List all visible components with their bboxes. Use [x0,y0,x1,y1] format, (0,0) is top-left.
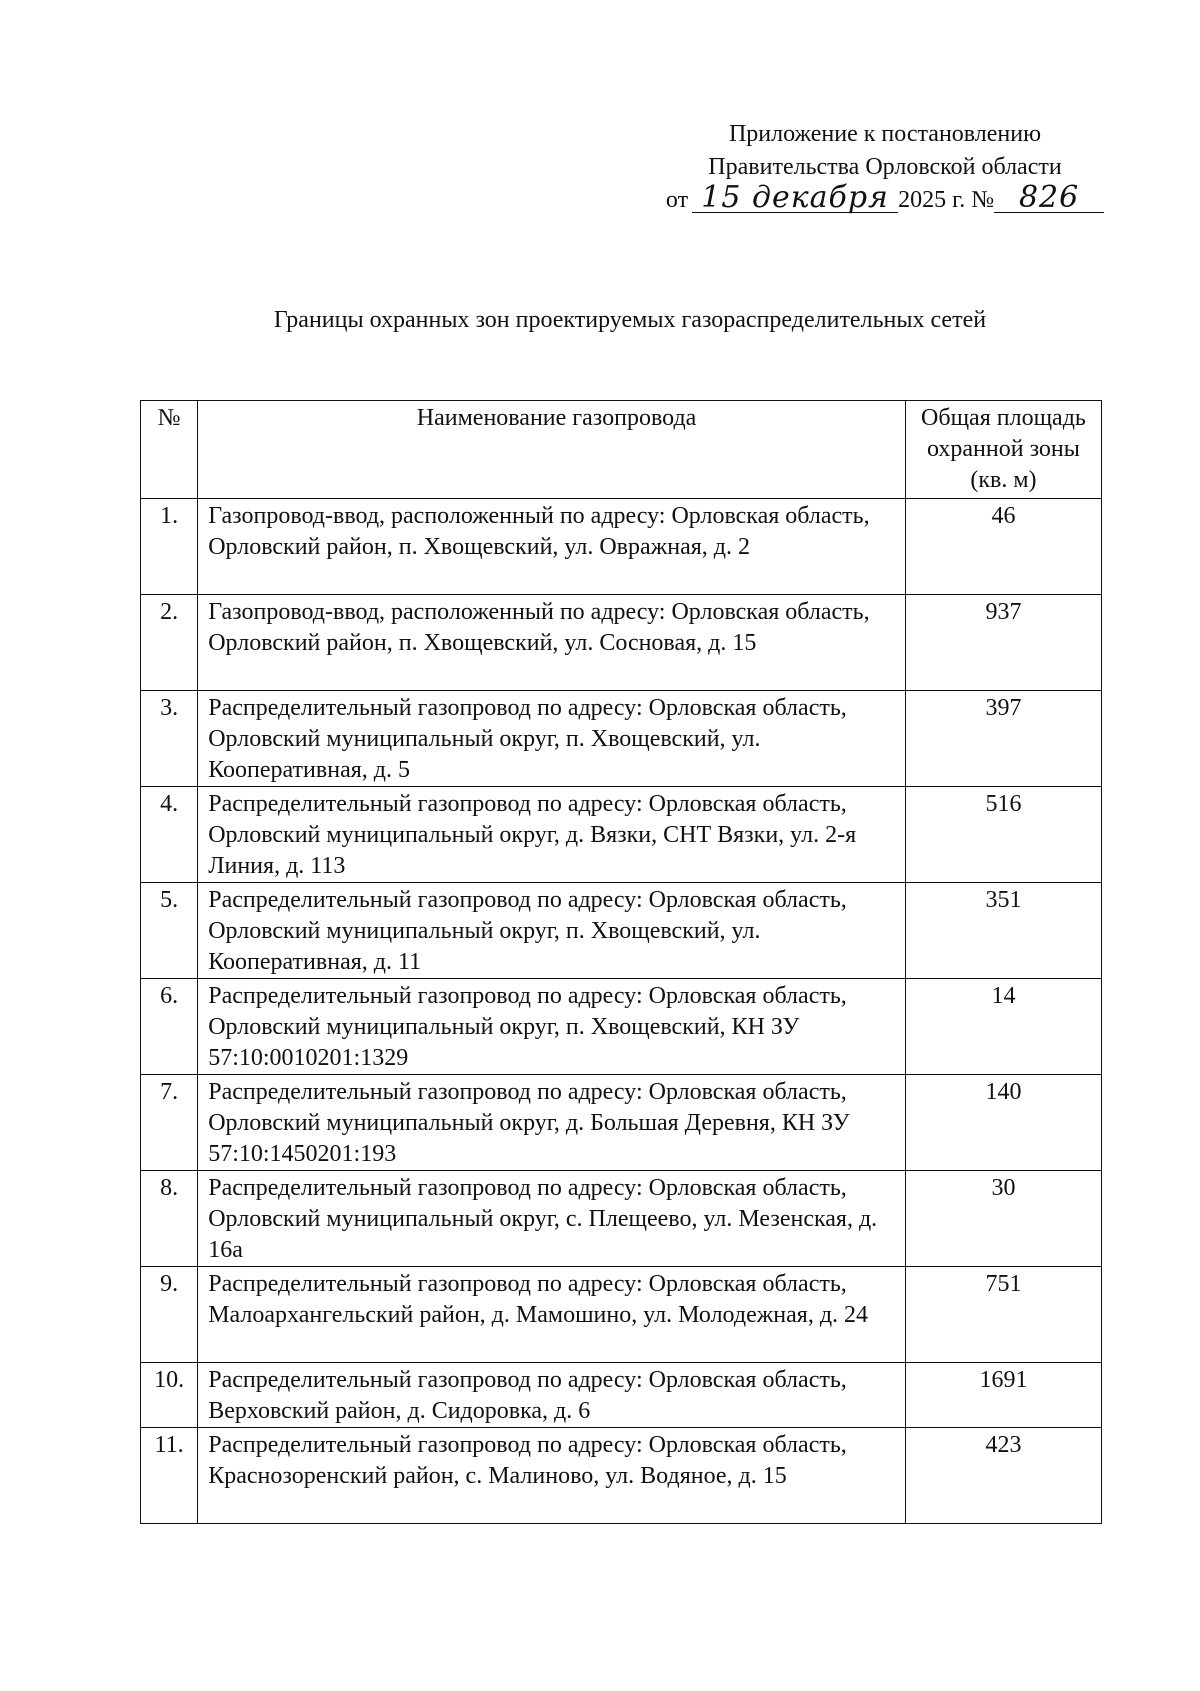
table-row [141,1267,1102,1363]
zone-area: 751 [905,1267,1101,1363]
pipeline-name: Распределительный газопровод по адресу: Орловская область, Орловский муниципальный округ, с. Плещеево, ул. Мезенская, д. 16а [198,1171,906,1267]
pipeline-name: Распределительный газопровод по адресу: Орловская область, Орловский муниципальный округ, п. Хвощевский, КН ЗУ 57:10:0010201:1329 [198,979,906,1075]
pipeline-name: Распределительный газопровод по адресу: Орловская область, Орловский муниципальный округ, д. Большая Деревня, КН ЗУ 57:10:1450201:193 [198,1075,906,1171]
zone-area: 423 [905,1428,1101,1524]
pipeline-name: Распределительный газопровод по адресу: Орловская область, Орловский муниципальный округ, д. Вязки, СНТ Вязки, ул. 2-я Линия, д. 113 [198,787,906,883]
table-row [141,787,1102,883]
row-number: 10. [141,1363,198,1428]
table-row [141,1171,1102,1267]
table-row [141,979,1102,1075]
pipeline-name: Газопровод-ввод, расположенный по адресу: Орловская область, Орловский район, п. Хвощевский, ул. Сосновая, д. 15 [198,595,906,691]
column-header-number: № [141,401,198,499]
row-number: 7. [141,1075,198,1171]
row-number: 2. [141,595,198,691]
column-header-name: Наименование газопровода [198,401,906,499]
row-number: 5. [141,883,198,979]
table-row [141,499,1102,595]
zone-area: 14 [905,979,1101,1075]
table-header-row [141,401,1102,499]
pipeline-name: Распределительный газопровод по адресу: Орловская область, Краснозоренский район, с. Малиново, ул. Водяное, д. 15 [198,1428,906,1524]
row-number: 6. [141,979,198,1075]
zone-area: 516 [905,787,1101,883]
table-row [141,1075,1102,1171]
zone-area: 937 [905,595,1101,691]
row-number: 11. [141,1428,198,1524]
date-prefix: от [665,187,689,213]
pipeline-name: Распределительный газопровод по адресу: Орловская область, Орловский муниципальный округ, п. Хвощевский, ул. Кооперативная, д. 5 [198,691,906,787]
row-number: 8. [141,1171,198,1267]
protection-zones-table [140,400,1102,1524]
appendix-header [650,118,1120,217]
zone-area: 140 [905,1075,1101,1171]
handwritten-date: 15 декабря [692,184,898,213]
year-and-number-label: 2025 г. № [898,187,995,213]
table-row [141,1363,1102,1428]
pipeline-name: Распределительный газопровод по адресу: Орловская область, Малоархангельский район, д. Мамошино, ул. Молодежная, д. 24 [198,1267,906,1363]
row-number: 3. [141,691,198,787]
pipeline-name: Газопровод-ввод, расположенный по адресу: Орловская область, Орловский район, п. Хвощевский, ул. Овражная, д. 2 [198,499,906,595]
zone-area: 46 [905,499,1101,595]
table-row [141,595,1102,691]
row-number: 9. [141,1267,198,1363]
document-title: Границы охранных зон проектируемых газораспределительных сетей [273,307,987,333]
appendix-line-1: Приложение к постановлению [728,121,1042,147]
row-number: 4. [141,787,198,883]
column-header-area: Общая площадь охранной зоны (кв. м) [905,401,1101,499]
table-row [141,691,1102,787]
table-row [141,883,1102,979]
appendix-line-2: Правительства Орловской области [708,154,1062,180]
row-number: 1. [141,499,198,595]
pipeline-name: Распределительный газопровод по адресу: Орловская область, Верховский район, д. Сидоровка, д. 6 [198,1363,906,1428]
pipeline-name: Распределительный газопровод по адресу: Орловская область, Орловский муниципальный округ, п. Хвощевский, ул. Кооперативная, д. 11 [198,883,906,979]
zone-area: 397 [905,691,1101,787]
zone-area: 30 [905,1171,1101,1267]
resolution-date-line [650,180,1120,217]
table-row [141,1428,1102,1524]
handwritten-resolution-number: 826 [994,184,1104,213]
zone-area: 351 [905,883,1101,979]
zone-area: 1691 [905,1363,1101,1428]
